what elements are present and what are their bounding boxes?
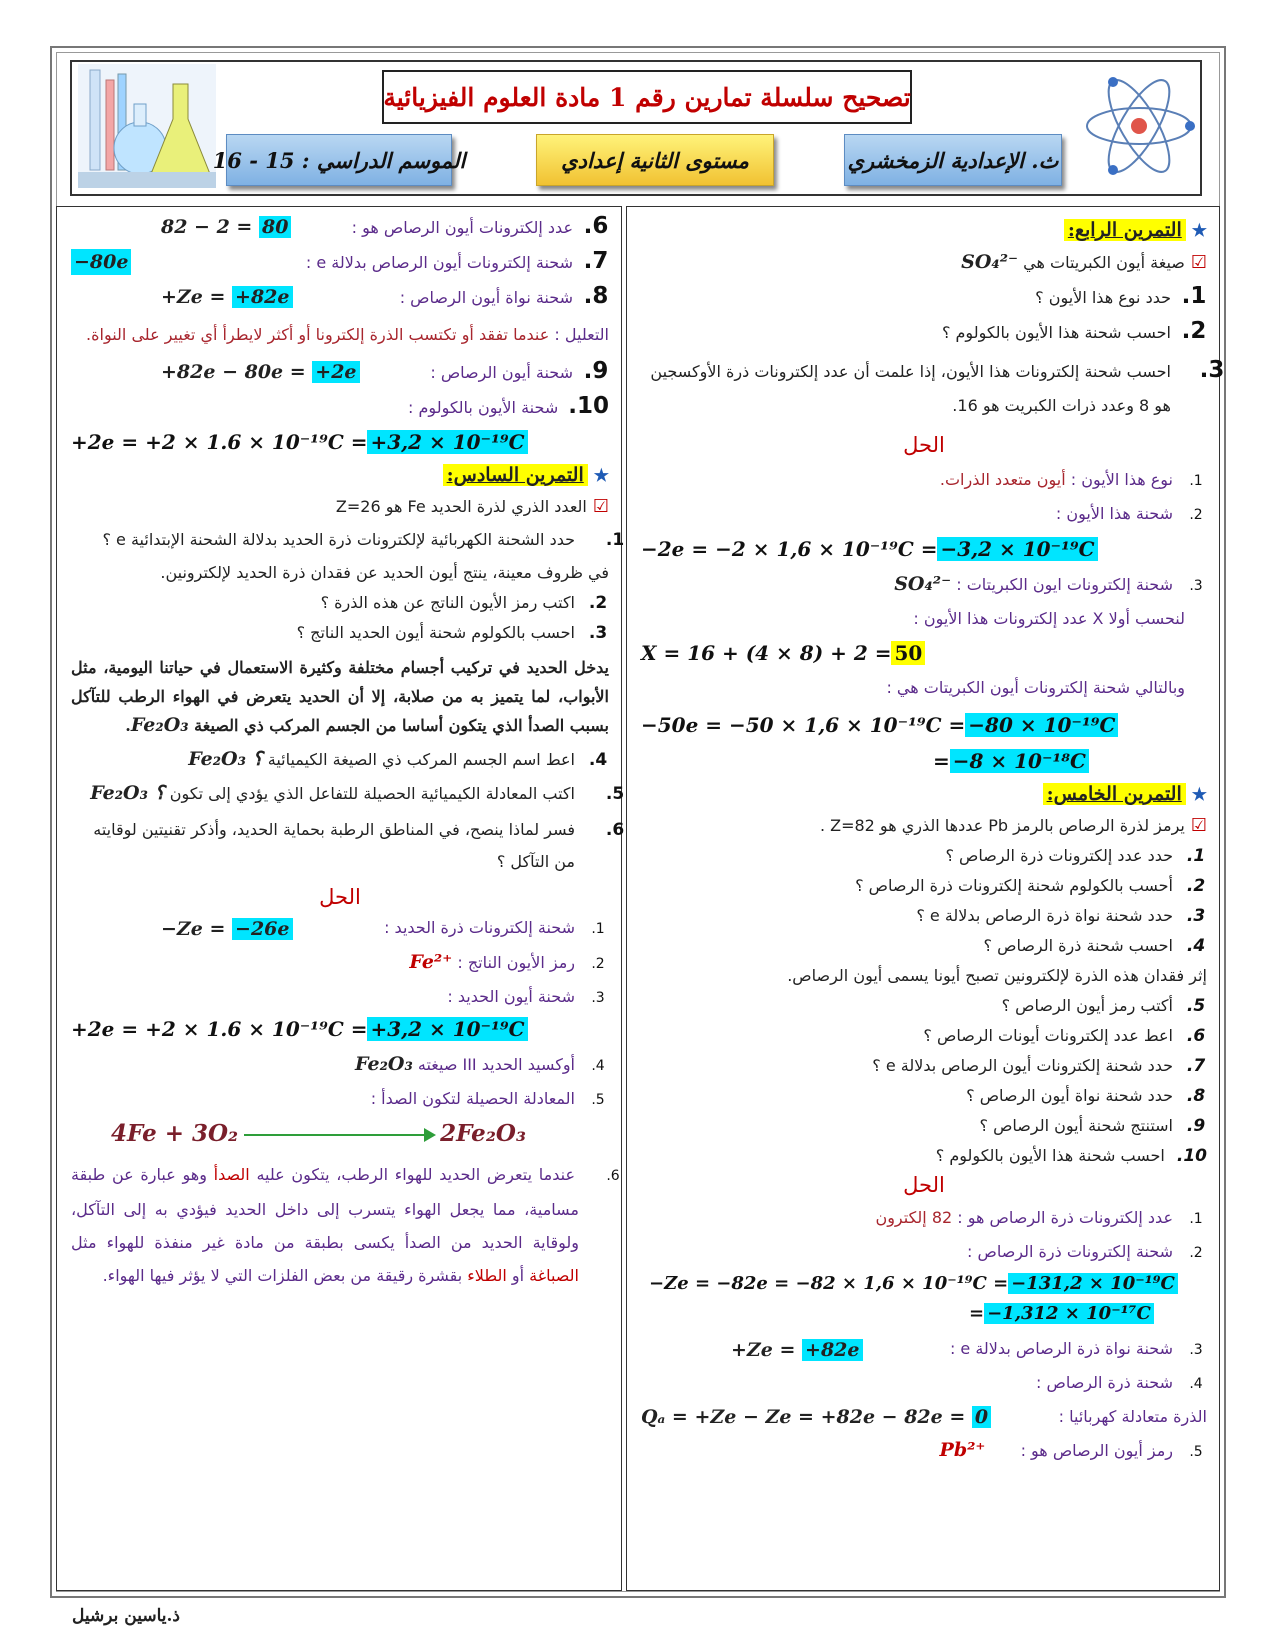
ex5-a3-result: +82e [802, 1339, 862, 1361]
ex5-q9-num: 9. [1186, 1116, 1206, 1136]
ex5-title [641, 783, 1207, 805]
ex4-a2 [641, 501, 1207, 528]
ex6-q5-text: اكتب المعادلة الكيميائية الحصيلة للتفاعل الذي يؤدي إلى تكون [169, 784, 575, 803]
ex5-q8-text: حدد شحنة نواة أيون الرصاص ؟ [966, 1086, 1173, 1105]
ex6-q1-text: حدد الشحنة الكهربائية لإلكترونات ذرة الحديد بدلالة الشحنة الإبتدائية e ؟ [102, 530, 575, 549]
ex4-formula: SO₄²⁻ [961, 251, 1019, 273]
ex5-a2-equation2: = −1,312 × 10⁻¹⁷C [641, 1300, 1207, 1328]
ex4-intro [641, 249, 1207, 276]
season-label-text: الموسم الدراسي : 15 - 16 [212, 147, 466, 173]
ex6-a6-num: 6. [606, 1168, 620, 1184]
ex6-a6-p1: عندما يتعرض الحديد للهواء الرطب، يتكون عليه [256, 1165, 575, 1184]
ex4-a2-eq: −2e = −2 × 1,6 × 10⁻¹⁹C = [641, 537, 938, 561]
ex5-a10-num: 10. [568, 393, 609, 419]
ex5-q2-num: 2. [1186, 876, 1206, 896]
ex4-solution-heading: الحل [903, 433, 945, 457]
ex6-q5-formula: Fe₂O₃ ؟ [90, 782, 165, 804]
ex5-a3-label: شحنة نواة ذرة الرصاص بدلالة e : [949, 1339, 1173, 1358]
ex6-intro [71, 494, 609, 520]
ex6-q2-num: 2. [588, 593, 608, 613]
ex5-a1-label: عدد إلكترونات ذرة الرصاص هو : [957, 1208, 1173, 1227]
ex5-a5 [641, 1437, 1207, 1465]
ex6-q3-text: احسب بالكولوم شحنة أيون الحديد الناتج ؟ [296, 623, 575, 642]
ex6-a3-equation [71, 1015, 609, 1043]
ex5-a4-eq: Qₐ = +Ze − Ze = +82e − 82e = [641, 1406, 966, 1428]
ex6-a1-result: −26e [232, 918, 292, 940]
ex5-a10-eq: +2e = +2 × 1.6 × 10⁻¹⁹C = [71, 430, 368, 454]
star-icon: ★ [593, 466, 609, 486]
author-footer [72, 1606, 180, 1626]
ex5-a7-label: شحنة إلكترونات أيون الرصاص بدلالة e : [305, 253, 573, 272]
ex6-q4 [71, 746, 609, 773]
ex6-q1 [71, 524, 625, 556]
level-label [536, 134, 774, 186]
ex5-q1 [641, 843, 1207, 869]
ex6-a1-equation [161, 916, 293, 942]
star-icon: ★ [1191, 221, 1207, 241]
ex6-a4 [71, 1051, 609, 1079]
ex6-a5-label: المعادلة الحصيلة لتكون الصدأ : [370, 1089, 575, 1108]
ex5-a7 [71, 248, 609, 276]
ex5-a10-result: +3,2 × 10⁻¹⁹C [367, 430, 527, 454]
ex6-a6 [71, 1158, 620, 1292]
ex5-q1-text: حدد عدد إلكترونات ذرة الرصاص ؟ [945, 846, 1173, 865]
ex6-q6-text: فسر لماذا ينصح، في المناطق الرطبة بحماية الحديد، وأذكر تقنيتين لوقايته من التآكل ؟ [93, 820, 575, 871]
level-label-text: مستوى الثانية إعدادي [561, 147, 749, 173]
ex4-a3-num: 3. [1189, 578, 1203, 594]
ex5-q5 [641, 993, 1207, 1019]
ex4-a3-count-label: لنحسب أولا X عدد إلكترونات هذا الأيون : [913, 609, 1185, 628]
ex5-justify-text: عندما تفقد أو تكتسب الذرة إلكترونا أو أكثر لايطرأ أي تغيير على النواة. [86, 325, 550, 344]
ex5-a5-label: رمز أيون الرصاص هو : [1020, 1441, 1173, 1460]
ex5-a4-sub: الذرة متعادلة كهربائيا : [1058, 1407, 1207, 1426]
ex5-a1 [641, 1205, 1207, 1232]
ex4-a2-num: 2. [1189, 507, 1203, 523]
author-name: ذ.ياسين برشيل [72, 1606, 180, 1626]
ex5-q6 [641, 1023, 1207, 1049]
ex6-a6-or: أو [511, 1266, 525, 1285]
ex6-a4-label: أوكسيد الحديد III صيغته [417, 1055, 575, 1074]
ex6-a4-num: 4. [591, 1058, 605, 1074]
ex5-a9-equation [161, 359, 360, 385]
ex4-a2-label: شحنة هذا الأيون : [1055, 504, 1173, 523]
ex4-a3-then: وبالتالي شحنة إلكترونات أيون الكبريتات هي : [886, 678, 1185, 697]
ex5-a8-label: شحنة نواة أيون الرصاص : [399, 288, 573, 307]
ex5-solution-heading: الحل [903, 1173, 945, 1197]
school-label [844, 134, 1062, 186]
ex5-q1-num: 1. [1186, 846, 1206, 866]
ex6-a6-rust: الصدأ [213, 1165, 250, 1184]
ex6-q5 [71, 777, 625, 810]
ex5-q2 [641, 873, 1207, 899]
ex4-q3-num: 3. [1199, 357, 1225, 383]
ex6-a5 [71, 1086, 609, 1113]
ex4-q1-text: حدد نوع هذا الأيون ؟ [1035, 288, 1171, 307]
ex5-a2-equation [641, 1270, 1207, 1298]
ex5-a9 [71, 358, 609, 386]
ex4-title-text: التمرين الرابع: [1064, 219, 1186, 241]
ex5-q3-num: 3. [1186, 906, 1206, 926]
ex5-q2-text: أحسب بالكولوم شحنة إلكترونات ذرة الرصاص ؟ [855, 876, 1173, 895]
ex5-intro [641, 813, 1207, 839]
star-icon: ★ [1191, 785, 1207, 805]
ex6-reaction-equation [71, 1120, 609, 1148]
ex6-a4-formula: Fe₂O₃ [355, 1053, 413, 1075]
ex5-a5-num: 5. [1189, 1444, 1203, 1460]
ex6-a6-paint: الصباغة [529, 1266, 579, 1285]
ex5-q5-text: أكتب رمز أيون الرصاص ؟ [1001, 996, 1173, 1015]
right-column [626, 206, 1225, 1591]
ex6-a6-coat: الطلاء [467, 1266, 507, 1285]
school-label-text: ث. الإعدادية الزمخشري [847, 147, 1059, 173]
ex6-q5-num: 5. [605, 784, 625, 804]
ex5-a8 [71, 283, 609, 311]
ex5-q10 [641, 1143, 1207, 1169]
ex4-q2-num: 2. [1181, 318, 1207, 344]
ex4-q3 [641, 353, 1225, 423]
ex6-a1-eq: −Ze = [161, 917, 226, 940]
ex6-a3 [71, 984, 609, 1011]
ex6-reaction-left: 4Fe + 3O₂ [111, 1120, 239, 1147]
ex5-a4-equation [641, 1404, 991, 1430]
ex4-a1 [641, 467, 1207, 494]
ex4-q2 [641, 318, 1207, 346]
ex6-a1 [71, 915, 609, 942]
ex5-a4-num: 4. [1189, 1376, 1203, 1392]
ex6-q3-num: 3. [588, 623, 608, 643]
ex5-justify [71, 318, 609, 352]
left-column [56, 206, 625, 1591]
ex5-q9 [641, 1113, 1207, 1139]
ex4-title [641, 219, 1207, 241]
ex4-a3-equation2: = −8 × 10⁻¹⁸C [641, 747, 1207, 775]
ex4-a3-count-result: 50 [891, 641, 925, 665]
ex5-q6-text: اعط عدد إلكترونات أيونات الرصاص ؟ [923, 1026, 1173, 1045]
ex6-q3 [71, 620, 609, 646]
checkbox-icon: ☑ [1190, 252, 1207, 273]
ex6-q2-text: اكتب رمز الأيون الناتج عن هذه الذرة ؟ [320, 593, 575, 612]
ex6-solution-heading: الحل [319, 885, 361, 909]
ex6-note: في ظروف معينة، ينتج أيون الحديد عن فقدان ذرة الحديد لإلكترونين. [160, 563, 609, 582]
ex6-a2-label: رمز الأيون الناتج : [457, 953, 575, 972]
ex4-a3-result2: −8 × 10⁻¹⁸C [950, 749, 1089, 773]
ex5-a3-eq: +Ze = [731, 1338, 796, 1361]
ex6-q4-num: 4. [588, 750, 608, 770]
ex5-a9-eq: +82e − 80e = [161, 361, 306, 383]
ex6-q4-formula: Fe₂O₃ ؟ [188, 748, 263, 770]
ex5-q10-num: 10. [1176, 1146, 1207, 1166]
ex4-a2-equation [641, 535, 1207, 563]
ex4-q3-text: احسب شحنة إلكترونات هذا الأيون، إذا علمت أن عدد إلكترونات ذرة الأوكسجين هو 8 وعدد ذرات الكبريت هو 16. [650, 362, 1171, 415]
ex5-a3 [641, 1336, 1207, 1363]
ex5-a7-num: 7. [583, 248, 609, 274]
ex5-a8-num: 8. [583, 283, 609, 309]
ex6-q2 [71, 590, 609, 616]
ex6-paragraph: يدخل الحديد في تركيب أجسام مختلفة وكثيرة الاستعمال في حياتنا اليومية، مثل الأبواب، لما يتميز به من صلابة، إلا أن الحديد يتعرض في الهواء الرطب للتآكل بسبب الصدأ الذي يتكون أساسا من الجسم المركب ذي الصيغة Fe₂O₃. [71, 658, 609, 736]
ex5-q3 [641, 903, 1207, 929]
ex5-q9-text: استنتج شحنة أيون الرصاص ؟ [979, 1116, 1173, 1135]
ex5-a3-num: 3. [1189, 1342, 1203, 1358]
season-label [212, 134, 466, 186]
ex5-a4-result: 0 [972, 1406, 991, 1428]
ex5-a7-result: −80e [71, 249, 131, 275]
ex4-a3-equation [641, 711, 1207, 739]
ex5-q8 [641, 1083, 1207, 1109]
ex6-a1-num: 1. [591, 921, 605, 937]
ex6-a1-label: شحنة إلكترونات ذرة الحديد : [384, 918, 575, 937]
ex6-intro-text: العدد الذري لذرة الحديد Fe هو Z=26 [335, 497, 587, 516]
ex5-q4-num: 4. [1186, 936, 1206, 956]
document-title-text: تصحيح سلسلة تمارين رقم 1 مادة العلوم الفيزيائية [383, 82, 911, 112]
ex5-a1-num: 1. [1189, 1211, 1203, 1227]
ex4-q2-text: احسب شحنة هذا الأيون بالكولوم ؟ [941, 323, 1171, 342]
ex5-a2-eq: −Ze = −82e = −82 × 1,6 × 10⁻¹⁹C = [649, 1273, 1009, 1294]
ex5-a10 [71, 393, 609, 421]
ex6-q4-text: اعط اسم الجسم المركب ذي الصيغة الكيميائية [267, 750, 575, 769]
ex5-a1-value: 82 إلكترون [875, 1208, 953, 1227]
ex4-a3 [641, 571, 1207, 599]
ex5-title-text: التمرين الخامس: [1043, 783, 1186, 805]
ex5-a5-value: Pb²⁺ [939, 1439, 986, 1461]
ex5-a4 [641, 1370, 1207, 1397]
ex5-a9-label: شحنة أيون الرصاص : [430, 363, 573, 382]
ex6-reaction-right: 2Fe₂O₃ [440, 1120, 526, 1147]
ex5-a6-label: عدد إلكترونات أيون الرصاص هو : [351, 218, 573, 237]
ex5-q6-num: 6. [1186, 1026, 1206, 1046]
ex5-a6-eq: 82 − 2 = [161, 216, 253, 238]
ex6-paragraph-text: يدخل الحديد في تركيب أجسام مختلفة وكثيرة الاستعمال في حياتنا اليومية، مثل الأبواب، لما يتميز به من صلابة، إلا أن الحديد يتعرض في الهواء الرطب للتآكل بسبب الصدأ الذي يتكون أساسا من الجسم المركب ذي الصيغة [71, 658, 609, 735]
ex5-q7-text: حدد شحنة إلكترونات أيون الرصاص بدلالة e ؟ [872, 1056, 1173, 1075]
ex6-a3-label: شحنة أيون الحديد : [447, 987, 575, 1006]
ex5-a6 [71, 213, 609, 241]
ex5-a10-equation [71, 428, 609, 456]
ex4-a3-formula: SO₄²⁻ [894, 573, 952, 595]
ex5-q5-num: 5. [1186, 996, 1206, 1016]
ex5-intro-text: يرمز لذرة الرصاص بالرمز Pb عددها الذري هو Z=82 . [819, 816, 1185, 835]
ex4-a2-result: −3,2 × 10⁻¹⁹C [937, 537, 1097, 561]
ex5-a10-label: شحنة الأيون بالكولوم : [408, 398, 559, 417]
ex5-a6-num: 6. [583, 213, 609, 239]
ex5-note: إثر فقدان هذه الذرة لإلكترونين تصبح أيونا يسمى أيون الرصاص. [787, 966, 1207, 985]
ex4-a3-count-equation [641, 639, 1207, 667]
ex6-q6 [71, 814, 625, 878]
checkbox-icon: ☑ [1190, 815, 1207, 836]
ex6-a3-num: 3. [591, 990, 605, 1006]
ex4-a3-eq: −50e = −50 × 1,6 × 10⁻¹⁹C = [641, 713, 966, 737]
ex5-q4-text: احسب شحنة ذرة الرصاص ؟ [983, 936, 1173, 955]
ex4-a3-label: شحنة إلكترونات ايون الكبريتات : [956, 575, 1173, 594]
ex5-q8-num: 8. [1186, 1086, 1206, 1106]
ex5-a9-result: +2e [312, 361, 359, 383]
ex6-q1-num: 1. [605, 530, 625, 550]
ex5-a6-equation [161, 214, 291, 240]
ex6-a3-eq: +2e = +2 × 1.6 × 10⁻¹⁹C = [71, 1017, 368, 1041]
ex4-q1 [641, 283, 1207, 311]
ex6-title [71, 464, 609, 486]
ex5-q7-num: 7. [1186, 1056, 1206, 1076]
ex6-a3-result: +3,2 × 10⁻¹⁹C [367, 1017, 527, 1041]
ex6-a6-p2: وهو عبارة عن طبقة مسامية، مما يجعل الهواء يتسرب إلى داخل الحديد فيؤدي به إلى التآكل، ولوقاية الحديد من الصدأ يكسى بطبقة من مادة غير منفذة للهواء مثل [71, 1165, 579, 1252]
lab-glassware-image [78, 64, 216, 188]
ex6-paragraph-formula: Fe₂O₃ [130, 714, 189, 736]
ex6-q6-num: 6. [605, 820, 625, 840]
ex6-a2-value: Fe²⁺ [409, 951, 453, 973]
ex5-a4-line [641, 1404, 1207, 1430]
ex5-a3-equation [731, 1337, 863, 1363]
ex5-justify-label: التعليل : [554, 325, 609, 344]
ex5-q3-text: حدد شحنة نواة ذرة الرصاص بدلالة e ؟ [916, 906, 1173, 925]
ex5-a2-result2: −1,312 × 10⁻¹⁷C [984, 1303, 1154, 1324]
ex5-a8-eq: +Ze = [161, 286, 226, 308]
reaction-arrow-icon [244, 1134, 434, 1136]
ex4-a1-num: 1. [1189, 473, 1203, 489]
document-title [382, 70, 912, 124]
ex6-a2-num: 2. [591, 956, 605, 972]
ex6-title-text: التمرين السادس: [443, 464, 588, 486]
ex5-a6-result: 80 [259, 216, 291, 238]
checkbox-icon: ☑ [592, 496, 609, 517]
ex4-a3-count-eq: X = 16 + (4 × 8) + 2 = [641, 641, 892, 665]
ex6-a6-p3: بقشرة رقيقة من بعض الفلزات التي لا يؤثر فيها الهواء. [102, 1266, 463, 1285]
ex5-a2-result1: −131,2 × 10⁻¹⁹C [1008, 1273, 1178, 1294]
ex4-q1-num: 1. [1181, 283, 1207, 309]
ex4-a3-result1: −80 × 10⁻¹⁹C [965, 713, 1118, 737]
ex5-a8-equation [161, 284, 293, 310]
ex5-a9-num: 9. [583, 358, 609, 384]
atom-icon [1080, 64, 1198, 188]
ex5-a2 [641, 1239, 1207, 1266]
ex5-q10-text: احسب شحنة هذا الأيون بالكولوم ؟ [935, 1146, 1165, 1165]
ex4-intro-text: صيغة أيون الكبريتات هي [1023, 253, 1185, 272]
ex5-a8-result: +82e [232, 286, 292, 308]
ex4-a1-value: أيون متعدد الذرات. [939, 470, 1066, 489]
ex6-a2 [71, 949, 609, 977]
ex5-a4-label: شحنة ذرة الرصاص : [1036, 1373, 1173, 1392]
ex5-a2-num: 2. [1189, 1245, 1203, 1261]
ex4-a1-label: نوع هذا الأيون : [1070, 470, 1173, 489]
ex5-q7 [641, 1053, 1207, 1079]
ex6-a5-num: 5. [591, 1092, 605, 1108]
ex5-q4 [641, 933, 1207, 959]
ex5-a2-label: شحنة إلكترونات ذرة الرصاص : [967, 1242, 1173, 1261]
